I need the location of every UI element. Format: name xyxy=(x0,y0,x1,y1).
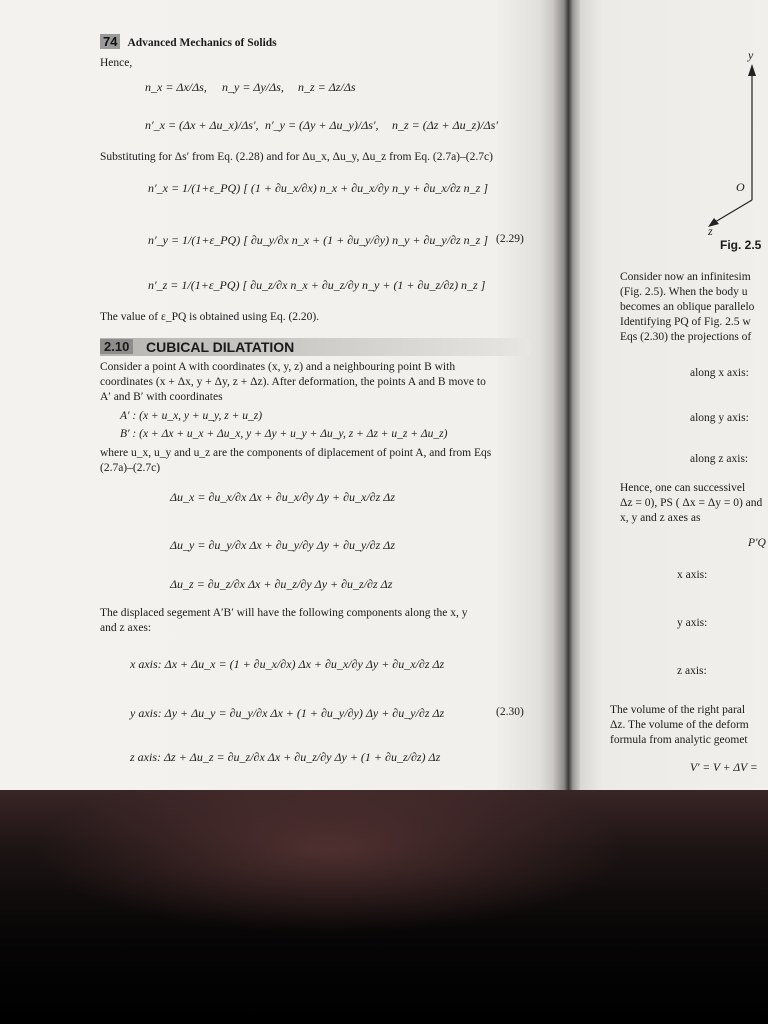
page-number: 74 xyxy=(100,34,120,49)
rp-para3-line-2: Δz. The volume of the deform xyxy=(610,719,749,731)
eq-nz-prime: n_z = (Δz + Δu_z)/Δs′ xyxy=(392,118,498,132)
volume-eq: V′ = V + ΔV = xyxy=(690,762,758,774)
book-title: Advanced Mechanics of Solids xyxy=(127,37,277,49)
substituting-text: Substituting for Δs′ from Eq. (2.28) and for Δu_x, Δu_y, Δu_z from Eq. (2.7a)–(2.7c) xyxy=(100,151,493,163)
coord-a-prime: A′ : (x + u_x, y + u_y, z + u_z) xyxy=(120,410,263,422)
rp-para1-line-5: Eqs (2.30) the projections of xyxy=(620,331,752,343)
y-axis-arrow xyxy=(748,64,756,76)
epsilon-text: The value of ε_PQ is obtained using Eq. (2.20). xyxy=(100,311,320,323)
rp-x-axis: x axis: xyxy=(677,569,708,581)
hence-label: Hence, xyxy=(100,57,133,69)
rp-para3-line-1: The volume of the right paral xyxy=(610,704,746,716)
rp-para2-line-3: x, y and z axes as xyxy=(620,512,701,524)
eq-229-number: (2.29) xyxy=(496,233,524,245)
rp-para2-line-1: Hence, one can successivel xyxy=(620,482,746,494)
axis-o-label: O xyxy=(736,180,745,194)
delta-ux-eq: Δu_x = ∂u_x/∂x Δx + ∂u_x/∂y Δy + ∂u_x/∂z Δz xyxy=(170,490,395,504)
para1-line-1: Consider a point A with coordinates (x, y, z) and a neighbouring point B with xyxy=(100,361,456,373)
eq-nx-prime: n′_x = (Δx + Δu_x)/Δs′, xyxy=(145,118,259,132)
rp-para1-line-2: (Fig. 2.5). When the body u xyxy=(620,286,748,298)
book-gutter xyxy=(552,0,582,800)
eq-ny-prime: n′_y = (Δy + Δu_y)/Δs′, xyxy=(265,118,379,132)
para3-line-1: The displaced segement A′B′ will have the following components along the x, y xyxy=(100,607,468,619)
para2-line-1: where u_x, u_y and u_z are the components of diplacement of point A, and from Eqs xyxy=(100,447,492,459)
section-number: 2.10 xyxy=(100,339,133,354)
eq-229-line-1: n′_x = 1/(1+ε_PQ) [ (1 + ∂u_x/∂x) n_x + ∂u_x/∂y n_y + ∂u_x/∂z n_z ] xyxy=(148,181,489,195)
along-x-axis: along x axis: xyxy=(690,367,749,379)
page-header xyxy=(100,33,277,51)
rp-para1-line-3: becomes an oblique parallelo xyxy=(620,301,755,313)
eq-nz: n_z = Δz/Δs xyxy=(298,80,356,94)
eq-230-x-axis: x axis: Δx + Δu_x = (1 + ∂u_x/∂x) Δx + ∂u_x/∂y Δy + ∂u_x/∂z Δz xyxy=(130,657,445,671)
rp-z-axis: z axis: xyxy=(677,665,707,677)
rp-para2-line-2: Δz = 0), PS ( Δx = Δy = 0) and xyxy=(620,497,763,509)
eq-nx: n_x = Δx/Δs, xyxy=(145,80,207,94)
along-z-axis: along z axis: xyxy=(690,453,749,465)
delta-uz-eq: Δu_z = ∂u_z/∂x Δx + ∂u_z/∂y Δy + ∂u_z/∂z Δz xyxy=(170,577,393,591)
eq-ny: n_y = Δy/Δs, xyxy=(222,80,284,94)
rp-y-axis: y axis: xyxy=(677,617,708,629)
coord-b-prime: B′ : (x + Δx + u_x + Δu_x, y + Δy + u_y + Δu_y, z + Δz + u_z + Δu_z) xyxy=(120,428,448,440)
eq-230-number: (2.30) xyxy=(496,706,524,718)
hand-holding-book xyxy=(0,790,768,1024)
rp-para3-line-3: formula from analytic geomet xyxy=(610,734,748,746)
along-y-axis: along y axis: xyxy=(690,412,749,424)
eq-229-line-2: n′_y = 1/(1+ε_PQ) [ ∂u_y/∂x n_x + (1 + ∂u_y/∂y) n_y + ∂u_y/∂z n_z ] xyxy=(148,233,489,247)
delta-uy-eq: Δu_y = ∂u_y/∂x Δx + ∂u_y/∂y Δy + ∂u_y/∂z Δz xyxy=(170,538,395,552)
right-page xyxy=(580,0,768,820)
rp-para1-line-4: Identifying PQ of Fig. 2.5 w xyxy=(620,316,751,328)
axis-y-label: y xyxy=(748,48,754,62)
section-title: CUBICAL DILATATION xyxy=(146,339,295,355)
eq-230-y-axis: y axis: Δy + Δu_y = ∂u_y/∂x Δx + (1 + ∂u_y/∂y) Δy + ∂u_y/∂z Δz xyxy=(130,706,445,720)
para1-line-2: coordinates (x + Δx, y + Δy, z + Δz). After deformation, the points A and B move to xyxy=(100,376,486,388)
eq-229-line-3: n′_z = 1/(1+ε_PQ) [ ∂u_z/∂x n_x + ∂u_z/∂y n_y + (1 + ∂u_z/∂z) n_z ] xyxy=(148,278,486,292)
fig-2-5-axes xyxy=(580,0,768,260)
axis-z-label: z xyxy=(708,224,713,238)
eq-230-z-axis: z axis: Δz + Δu_z = ∂u_z/∂x Δx + ∂u_z/∂y Δy + (1 + ∂u_z/∂z) Δz xyxy=(130,750,441,764)
pq-label: P′Q xyxy=(748,537,766,549)
para3-line-2: and z axes: xyxy=(100,622,152,634)
para1-line-3: A′ and B′ with coordinates xyxy=(100,391,223,403)
fig-2-5-label: Fig. 2.5 xyxy=(720,238,762,252)
para2-line-2: (2.7a)–(2.7c) xyxy=(100,462,161,474)
rp-para1-line-1: Consider now an infinitesim xyxy=(620,271,751,283)
